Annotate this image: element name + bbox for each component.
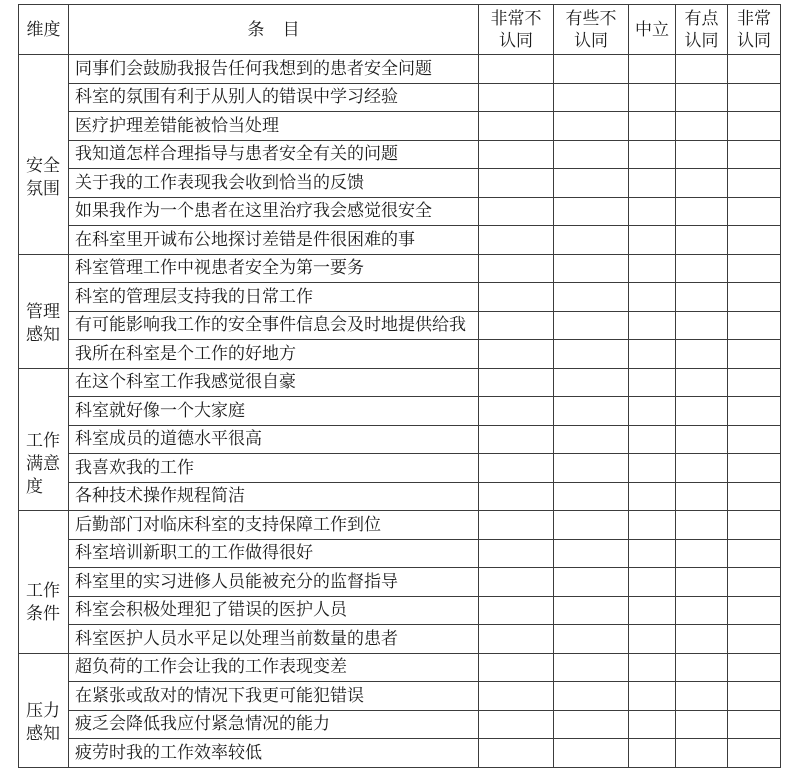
response-somewhat-agree xyxy=(676,682,728,711)
item-text: 科室就好像一个大家庭 xyxy=(69,397,479,426)
item-row xyxy=(19,511,781,540)
item-row xyxy=(19,682,781,711)
response-strongly-agree xyxy=(728,340,781,369)
item-text: 科室的管理层支持我的日常工作 xyxy=(69,283,479,312)
item-text: 疲乏会降低我应付紧急情况的能力 xyxy=(69,710,479,739)
item-row xyxy=(19,397,781,426)
dimension-management-perception xyxy=(19,254,69,368)
response-somewhat-disagree xyxy=(554,482,629,511)
response-somewhat-agree xyxy=(676,539,728,568)
header-line: 中立 xyxy=(635,19,669,39)
item-text: 各种技术操作规程简洁 xyxy=(69,482,479,511)
item-text: 同事们会鼓励我报告任何我想到的患者安全问题 xyxy=(69,55,479,84)
response-somewhat-disagree xyxy=(554,254,629,283)
response-neutral xyxy=(629,397,676,426)
response-somewhat-disagree xyxy=(554,539,629,568)
response-strongly-disagree xyxy=(479,454,554,483)
response-somewhat-disagree xyxy=(554,226,629,255)
item-text: 超负荷的工作会让我的工作表现变差 xyxy=(69,653,479,682)
response-strongly-disagree xyxy=(479,112,554,141)
response-neutral xyxy=(629,140,676,169)
response-somewhat-agree xyxy=(676,311,728,340)
item-row xyxy=(19,710,781,739)
response-strongly-agree xyxy=(728,482,781,511)
item-text: 在这个科室工作我感觉很自豪 xyxy=(69,368,479,397)
response-strongly-agree xyxy=(728,397,781,426)
response-neutral xyxy=(629,340,676,369)
response-strongly-disagree xyxy=(479,197,554,226)
item-text: 医疗护理差错能被恰当处理 xyxy=(69,112,479,141)
response-strongly-disagree xyxy=(479,55,554,84)
response-somewhat-disagree xyxy=(554,682,629,711)
dimension-label-line: 压力 xyxy=(26,700,60,720)
response-somewhat-agree xyxy=(676,283,728,312)
item-row xyxy=(19,340,781,369)
item-text: 在科室里开诚布公地探讨差错是件很困难的事 xyxy=(69,226,479,255)
header-somewhat-agree xyxy=(676,5,728,55)
response-neutral xyxy=(629,568,676,597)
item-row xyxy=(19,739,781,768)
item-row xyxy=(19,311,781,340)
response-somewhat-disagree xyxy=(554,140,629,169)
response-neutral xyxy=(629,226,676,255)
response-strongly-disagree xyxy=(479,140,554,169)
response-somewhat-agree xyxy=(676,83,728,112)
item-text: 后勤部门对临床科室的支持保障工作到位 xyxy=(69,511,479,540)
response-strongly-agree xyxy=(728,283,781,312)
item-text: 如果我作为一个患者在这里治疗我会感觉很安全 xyxy=(69,197,479,226)
item-text: 有可能影响我工作的安全事件信息会及时地提供给我 xyxy=(69,311,479,340)
response-strongly-disagree xyxy=(479,169,554,198)
response-somewhat-disagree xyxy=(554,625,629,654)
response-strongly-agree xyxy=(728,539,781,568)
response-neutral xyxy=(629,197,676,226)
header-line: 认同 xyxy=(574,30,608,50)
response-neutral xyxy=(629,311,676,340)
response-neutral xyxy=(629,625,676,654)
response-neutral xyxy=(629,511,676,540)
response-somewhat-agree xyxy=(676,425,728,454)
item-text: 科室医护人员水平足以处理当前数量的患者 xyxy=(69,625,479,654)
response-somewhat-disagree xyxy=(554,596,629,625)
response-neutral xyxy=(629,254,676,283)
response-strongly-agree xyxy=(728,596,781,625)
response-strongly-agree xyxy=(728,140,781,169)
dimension-label-line: 管理 xyxy=(26,301,60,321)
header-dimension: 维度 xyxy=(19,5,69,55)
response-strongly-agree xyxy=(728,311,781,340)
header-line: 认同 xyxy=(499,30,533,50)
response-somewhat-disagree xyxy=(554,197,629,226)
response-somewhat-agree xyxy=(676,511,728,540)
item-row xyxy=(19,596,781,625)
response-strongly-disagree xyxy=(479,511,554,540)
item-text: 关于我的工作表现我会收到恰当的反馈 xyxy=(69,169,479,198)
item-row xyxy=(19,83,781,112)
response-strongly-disagree xyxy=(479,539,554,568)
response-strongly-agree xyxy=(728,112,781,141)
header-line: 有些不 xyxy=(565,8,617,28)
response-strongly-agree xyxy=(728,682,781,711)
response-somewhat-disagree xyxy=(554,83,629,112)
response-somewhat-agree xyxy=(676,454,728,483)
response-strongly-disagree xyxy=(479,283,554,312)
response-strongly-disagree xyxy=(479,682,554,711)
response-neutral xyxy=(629,682,676,711)
response-neutral xyxy=(629,83,676,112)
response-neutral xyxy=(629,596,676,625)
dimension-label-line: 工作 xyxy=(26,430,60,450)
response-neutral xyxy=(629,739,676,768)
item-text: 科室成员的道德水平很高 xyxy=(69,425,479,454)
response-strongly-disagree xyxy=(479,254,554,283)
response-strongly-agree xyxy=(728,55,781,84)
response-somewhat-agree xyxy=(676,112,728,141)
dimension-safety-climate xyxy=(19,55,69,255)
item-text: 我知道怎样合理指导与患者安全有关的问题 xyxy=(69,140,479,169)
item-row xyxy=(19,254,781,283)
item-row xyxy=(19,283,781,312)
item-row xyxy=(19,197,781,226)
response-strongly-disagree xyxy=(479,397,554,426)
item-text: 科室的氛围有利于从别人的错误中学习经验 xyxy=(69,83,479,112)
response-neutral xyxy=(629,368,676,397)
header-strongly-disagree xyxy=(479,5,554,55)
item-text: 我喜欢我的工作 xyxy=(69,454,479,483)
response-neutral xyxy=(629,482,676,511)
response-neutral xyxy=(629,653,676,682)
header-somewhat-disagree xyxy=(554,5,629,55)
item-row xyxy=(19,625,781,654)
response-strongly-disagree xyxy=(479,311,554,340)
response-strongly-agree xyxy=(728,254,781,283)
header-line: 认同 xyxy=(737,30,771,50)
response-neutral xyxy=(629,112,676,141)
item-text: 科室培训新职工的工作做得很好 xyxy=(69,539,479,568)
header-strongly-agree xyxy=(728,5,781,55)
dimension-label-line: 工作 xyxy=(26,581,60,600)
response-strongly-agree xyxy=(728,568,781,597)
response-somewhat-disagree xyxy=(554,425,629,454)
response-somewhat-agree xyxy=(676,739,728,768)
header-line: 认同 xyxy=(684,30,719,50)
response-somewhat-agree xyxy=(676,482,728,511)
response-somewhat-disagree xyxy=(554,112,629,141)
response-somewhat-disagree xyxy=(554,739,629,768)
response-neutral xyxy=(629,169,676,198)
response-strongly-disagree xyxy=(479,482,554,511)
item-row xyxy=(19,568,781,597)
response-somewhat-disagree xyxy=(554,511,629,540)
response-strongly-agree xyxy=(728,710,781,739)
item-row xyxy=(19,55,781,84)
item-row xyxy=(19,226,781,255)
response-somewhat-agree xyxy=(676,55,728,84)
response-somewhat-disagree xyxy=(554,710,629,739)
response-strongly-agree xyxy=(728,368,781,397)
response-somewhat-agree xyxy=(676,368,728,397)
response-somewhat-disagree xyxy=(554,397,629,426)
response-strongly-agree xyxy=(728,653,781,682)
header-line: 非常不 xyxy=(490,8,542,28)
item-text: 科室管理工作中视患者安全为第一要务 xyxy=(69,254,479,283)
response-somewhat-agree xyxy=(676,625,728,654)
response-somewhat-agree xyxy=(676,226,728,255)
dimension-stress-recognition xyxy=(19,653,69,767)
item-row xyxy=(19,112,781,141)
response-strongly-agree xyxy=(728,739,781,768)
response-strongly-disagree xyxy=(479,568,554,597)
dimension-label-line: 感知 xyxy=(26,324,60,344)
item-text: 科室会积极处理犯了错误的医护人员 xyxy=(69,596,479,625)
response-somewhat-agree xyxy=(676,340,728,369)
response-strongly-disagree xyxy=(479,653,554,682)
response-strongly-agree xyxy=(728,425,781,454)
item-row xyxy=(19,425,781,454)
response-somewhat-agree xyxy=(676,169,728,198)
item-row xyxy=(19,454,781,483)
item-text: 我所在科室是个工作的好地方 xyxy=(69,340,479,369)
response-somewhat-disagree xyxy=(554,454,629,483)
response-strongly-disagree xyxy=(479,739,554,768)
response-somewhat-agree xyxy=(676,568,728,597)
response-strongly-agree xyxy=(728,226,781,255)
header-row xyxy=(19,5,781,55)
response-strongly-agree xyxy=(728,511,781,540)
response-somewhat-disagree xyxy=(554,340,629,369)
response-somewhat-disagree xyxy=(554,283,629,312)
header-line: 有点 xyxy=(684,8,719,28)
item-text: 在紧张或敌对的情况下我更可能犯错误 xyxy=(69,682,479,711)
response-strongly-disagree xyxy=(479,368,554,397)
item-text: 科室里的实习进修人员能被充分的监督指导 xyxy=(69,568,479,597)
response-somewhat-agree xyxy=(676,254,728,283)
response-somewhat-agree xyxy=(676,397,728,426)
response-strongly-disagree xyxy=(479,83,554,112)
dimension-label-line: 安全 xyxy=(26,156,60,175)
dimension-job-satisfaction xyxy=(19,368,69,511)
response-somewhat-disagree xyxy=(554,311,629,340)
response-strongly-disagree xyxy=(479,596,554,625)
dimension-working-conditions xyxy=(19,511,69,654)
response-somewhat-agree xyxy=(676,140,728,169)
response-somewhat-disagree xyxy=(554,568,629,597)
response-somewhat-agree xyxy=(676,596,728,625)
dimension-label-line: 感知 xyxy=(26,723,60,743)
response-strongly-disagree xyxy=(479,226,554,255)
dimension-label-line: 氛围 xyxy=(26,179,60,198)
response-neutral xyxy=(629,425,676,454)
response-somewhat-disagree xyxy=(554,169,629,198)
response-somewhat-agree xyxy=(676,197,728,226)
response-strongly-disagree xyxy=(479,710,554,739)
header-item: 条 目 xyxy=(69,5,479,55)
response-somewhat-disagree xyxy=(554,368,629,397)
dimension-label-line: 满意 xyxy=(26,453,60,473)
response-neutral xyxy=(629,539,676,568)
response-strongly-agree xyxy=(728,625,781,654)
item-row xyxy=(19,482,781,511)
item-text: 疲劳时我的工作效率较低 xyxy=(69,739,479,768)
item-row xyxy=(19,539,781,568)
survey-table xyxy=(18,4,781,768)
item-row xyxy=(19,368,781,397)
dimension-label-line: 条件 xyxy=(26,604,60,623)
response-strongly-disagree xyxy=(479,340,554,369)
response-neutral xyxy=(629,283,676,312)
dimension-label-line: 度 xyxy=(26,476,43,496)
response-somewhat-disagree xyxy=(554,653,629,682)
item-row xyxy=(19,140,781,169)
item-row xyxy=(19,169,781,198)
response-strongly-agree xyxy=(728,169,781,198)
header-neutral xyxy=(629,5,676,55)
response-somewhat-disagree xyxy=(554,55,629,84)
response-somewhat-agree xyxy=(676,653,728,682)
header-line: 非常 xyxy=(737,8,771,28)
response-somewhat-agree xyxy=(676,710,728,739)
response-strongly-agree xyxy=(728,83,781,112)
response-neutral xyxy=(629,55,676,84)
response-strongly-agree xyxy=(728,454,781,483)
response-neutral xyxy=(629,454,676,483)
response-neutral xyxy=(629,710,676,739)
response-strongly-disagree xyxy=(479,425,554,454)
response-strongly-disagree xyxy=(479,625,554,654)
response-strongly-agree xyxy=(728,197,781,226)
item-row xyxy=(19,653,781,682)
